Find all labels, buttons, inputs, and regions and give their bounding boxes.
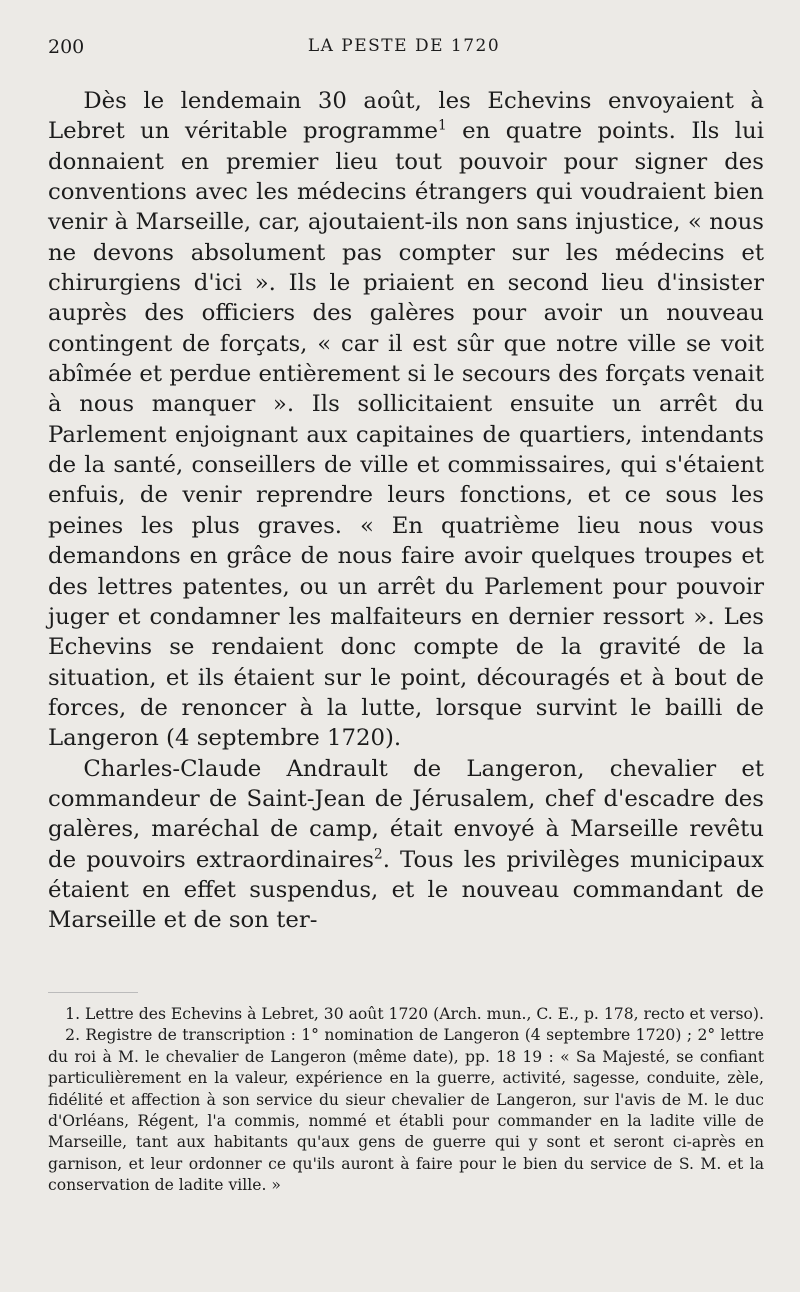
paragraph-2 <box>48 754 764 936</box>
paragraph-2-text-b: . Tous les privilèges municipaux étaient en effet suspendus, et le nouveau commandant de Marseille et de son ter- <box>48 846 765 934</box>
footnote-2: 2. Registre de transcription : 1° nomination de Langeron (4 septembre 1720) ; 2° lettre du roi à M. le chevalier de Langeron (même date), pp. 18 19 : « Sa Majesté, se confiant particulièrement en la valeur, expérience en la guerre, activité, sagesse, conduite, zèle, fidélité et affection à son service du sieur chevalier de Langeron, sur l'avis de M. le duc d'Orléans, Régent, l'a commis, nommé et établi pour commander en la ladite ville de Marseille, tant aux habitants qu'aux gens de guerre qui y sont et seront ci-après en garnison, et leur ordonner ce qu'ils auront à faire pour le bien du service de S. M. et la conservation de ladite ville. » <box>48 1026 764 1195</box>
main-text <box>48 86 764 936</box>
page-header <box>48 36 760 66</box>
paragraph-1 <box>48 86 764 754</box>
footnote-1: 1. Lettre des Echevins à Lebret, 30 août 1720 (Arch. mun., C. E., p. 178, recto et verso). <box>65 1005 764 1023</box>
footnotes <box>48 1004 764 1197</box>
footnote-divider <box>48 992 138 993</box>
paragraph-2-text-a: Charles-Claude Andrault de Langeron, chevalier et commandeur de Saint-Jean de Jérusalem, chef d'escadre des galères, maréchal de camp, était envoyé à Marseille revêtu de pouvoirs extraordinaires <box>48 755 764 873</box>
paragraph-1-text-a: Dès le lendemain 30 août, les Echevins envoyaient à Lebret un véritable programme <box>48 88 764 145</box>
footnote-ref-1: 1 <box>438 117 447 134</box>
paragraph-1-text-b: en quatre points. Ils lui donnaient en premier lieu tout pouvoir pour signer des conventions avec les médecins étrangers qui voudraient bien venir à Marseille, car, ajoutaient-ils non sans injustice, « nous ne devons absolument pas compter sur les médecins et chirurgiens d'ici ». Ils le priaient en second lieu d'insister auprès des officiers des galères pour avoir un nouveau contingent de forçats, « car il est sûr que notre ville se voit abîmée et perdue entièrement si le secours des forçats venait à nous manquer ». Ils sollicitaient ensuite un arrêt du Parlement enjoignant aux capitaines de quartiers, intendants de la santé, conseillers de ville et commissaires, qui s'étaient enfuis, de venir reprendre leurs fonctions, et ce sous les peines les plus graves. « En quatrième lieu nous vous demandons en grâce de nous faire avoir quelques troupes et des lettres patentes, ou un arrêt du Parlement pour pouvoir juger et condamner les malfaiteurs en dernier ressort ». Les Echevins se rendaient donc compte de la gravité de la situation, et ils étaient sur le point, découragés et à bout de forces, de renoncer à la lutte, lorsque survint le bailli de Langeron (4 septembre 1720). <box>48 118 764 752</box>
running-title: LA PESTE DE 1720 <box>307 36 501 56</box>
footnote-ref-2: 2 <box>373 846 383 862</box>
page-number: 200 <box>48 36 85 58</box>
